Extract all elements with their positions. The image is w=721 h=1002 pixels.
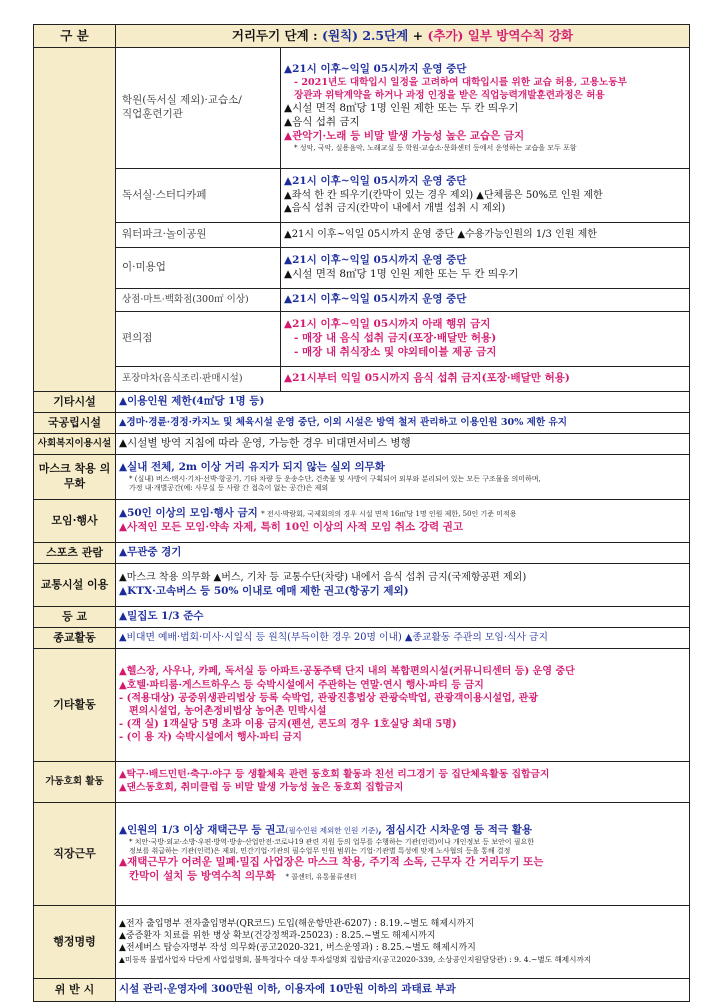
label-cart: 포장마차(음식조리·판매시설)	[116, 367, 281, 392]
label-mask: 마스크 착용 의무화	[34, 455, 116, 500]
academy-line-2: 장관과 위탁계약을 하거나 과정 인정을 받은 직업능력개발훈련과정은 허용	[294, 89, 605, 101]
content-mart	[281, 289, 690, 312]
header-title-a: 거리두기 단계 :	[231, 27, 318, 43]
gathering-line-1a: ▲50인 이상의 모임·행사 금지	[119, 507, 258, 520]
transport-line-2: ▲KTX·고속버스 등 50% 이내로 예매 제한 권고(항공기 제외)	[119, 584, 409, 597]
activity-line-4: - (객 실) 1객실당 5명 초과 이용 금지(펜션, 콘도의 경우 1호실당 최대 5명)	[119, 719, 457, 731]
content-cart	[281, 367, 690, 392]
work-line-1b: (필수인원 제외한 인원 기준)	[285, 825, 379, 835]
content-club	[116, 762, 690, 803]
content-other-activities	[116, 649, 690, 762]
row-gathering	[34, 500, 690, 543]
row-study-cafe	[34, 169, 690, 223]
label-sports: 스포츠 관람	[34, 543, 116, 564]
content-welfare: ▲시설별 방역 지침에 따라 운영, 가능한 경우 비대면서비스 병행	[116, 434, 690, 455]
conv-line-0: ▲21시 이후~익일 05시까지 아래 행위 금지	[284, 318, 491, 331]
conv-line-2: - 매장 내 취식장소 및 야외테이블 제공 금지	[294, 345, 497, 358]
content-religion: ▲비대면 예배·법회·미사·시일식 등 원칙(부득이한 경우 20명 이내) ▲종교활동 주관의 모임·식사 금지	[116, 628, 690, 649]
label-religion: 종교활동	[34, 628, 116, 649]
row-public-facilities	[34, 413, 690, 434]
admin-line-2: ▲전세버스 탑승자명부 작성 의무화(공고2020-321, 버스운영과) : 8.25.~별도 해제시까지	[119, 942, 476, 953]
label-beauty: 이·미용업	[116, 248, 281, 289]
content-school: ▲밀집도 1/3 준수	[116, 607, 690, 628]
row-school	[34, 607, 690, 628]
row-beauty	[34, 248, 690, 289]
content-work	[116, 803, 690, 906]
content-sports: ▲무관중 경기	[116, 543, 690, 564]
row-academy	[34, 48, 690, 169]
regulation-table	[33, 24, 690, 1002]
label-convenience: 편의점	[116, 312, 281, 367]
label-waterpark: 워터파크·놀이공원	[116, 223, 281, 248]
label-penalty: 위 반 시	[34, 979, 116, 1002]
admin-line-3: ▲미등록 불법사업자 다단계 사업설명회, 불특정다수 대상 투자설명회 집합금지(공고2020-339, 소상공인지원담당관) : 9. 4.~별도 해제시까지	[119, 954, 592, 964]
row-other-facilities	[34, 392, 690, 413]
header-row	[34, 25, 690, 48]
study-line-0: ▲21시 이후~익일 05시까지 운영 중단	[284, 175, 467, 188]
row-religion	[34, 628, 690, 649]
academy-line-3: ▲시설 면적 8㎡당 1명 인원 제한 또는 두 칸 띄우기	[284, 102, 519, 115]
header-title-c: +	[412, 27, 424, 43]
study-line-1: ▲좌석 한 칸 띄우기(칸막이 있는 경우 제외) ▲단체룸은 50%로 인원 제한	[284, 190, 603, 202]
cart-line-0: ▲21시부터 익일 05시까지 음식 섭취 금지(포장·배달만 허용)	[284, 372, 570, 385]
gathering-line-1b: * 전시·박람회, 국제회의의 경우 시설 면적 16㎡당 1명 인원 제한, 50인 기준 미적용	[261, 510, 517, 519]
mask-line-1: ▲실내 전체, 2m 이상 거리 유지가 되지 않는 실외 의무화	[119, 460, 385, 473]
row-sports	[34, 543, 690, 564]
academy-line-1: - 2021년도 대학입시 일정을 고려하여 대학입시를 위한 교습 허용, 고용노동부	[294, 76, 627, 88]
content-penalty: 시설 관리·운영자에 300만원 이하, 이용자에 10만원 이하의 과태료 부과	[116, 979, 690, 1002]
row-work	[34, 803, 690, 906]
academy-line-0: ▲21시 이후~익일 05시까지 운영 중단	[284, 63, 467, 75]
row-mart	[34, 289, 690, 312]
header-title-b: (원칙) 2.5단계	[322, 27, 409, 43]
content-academy	[281, 48, 690, 169]
work-line-1c: , 점심시간 시차운영 등 적극 활용	[378, 823, 533, 836]
mask-line-2: * (실내) 버스·택시·기차·선박·항공기, 기타 차량 등 운송수단, 건축물 및 사방이 구획되어 외부와 분리되어 있는 모든 구조물을 의미하며,	[129, 474, 541, 483]
row-cart	[34, 367, 690, 392]
work-line-4: ▲재택근무가 어려운 밀폐·밀집 사업장은 마스크 착용, 주기적 소독, 근무자 간 거리두기 또는	[119, 856, 544, 869]
activity-line-5: - (이 용 자) 숙박시설에서 행사·파티 금지	[119, 732, 302, 744]
academy-line-5: ▲관악기·노래 등 비말 발생 가능성 높은 교습은 금지	[284, 129, 525, 142]
row-mask	[34, 455, 690, 500]
work-line-5a: 칸막이 설치 등 방역수칙 의무화	[129, 870, 276, 883]
activity-line-1: ▲호텔·파티룸·게스트하우스 등 숙박시설에서 주관하는 연말·연시 행사·파티 등 금지	[119, 679, 484, 691]
label-admin: 행정명령	[34, 906, 116, 979]
row-waterpark	[34, 223, 690, 248]
label-study-cafe: 독서실·스터디카페	[116, 169, 281, 223]
row-other-activities	[34, 649, 690, 762]
content-convenience	[281, 312, 690, 367]
beauty-line-1: ▲시설 면적 8㎡당 1명 인원 제한 또는 두 칸 띄우기	[284, 268, 519, 280]
content-gathering	[116, 500, 690, 543]
label-club: 가동호회 활동	[34, 762, 116, 803]
mart-line-0: ▲21시 이후~익일 05시까지 운영 중단	[284, 293, 467, 306]
content-study-cafe	[281, 169, 690, 223]
mask-line-3: 가정 내·개별공간(예: 사무실 등 사람 간 접촉이 없는 공간)은 제외	[129, 483, 329, 492]
header-category: 구 분	[34, 25, 116, 48]
activity-line-0: ▲헬스장, 사우나, 카페, 독서실 등 아파트·공동주택 단지 내의 복합편의시설(커뮤니티센터 등) 운영 중단	[119, 666, 575, 678]
row-club	[34, 762, 690, 803]
work-line-3: 정보를 취급하는 기관(인력)은 제외, 민간기업·기관의 필수업무 인원 범위는 기업·기관별 특성에 맞게 노사협의 등을 통해 결정	[129, 847, 511, 856]
label-public-facilities: 국공립시설	[34, 413, 116, 434]
activity-line-3: 편의시설업, 농어촌정비법상 농어촌 민박시설	[129, 706, 327, 717]
label-other-facilities: 기타시설	[34, 392, 116, 413]
work-line-2: * 치안·국방·외교·소방·우편·방역·방송·산업안전·코로나19 관련 지원 등의 업무를 수행하는 기관(인력)이나 개인정보 등 보안이 필요한	[129, 837, 535, 846]
header-title-d: (추가) 일부 방역수칙 강화	[427, 27, 574, 43]
label-transport: 교통시설 이용	[34, 564, 116, 607]
beauty-line-0: ▲21시 이후~익일 05시까지 운영 중단	[284, 254, 467, 267]
activity-line-2: - (적용대상) 공중위생관리법상 등록 숙박업, 관광진흥법상 관광숙박업, 관광객이용시설업, 관광	[119, 692, 538, 704]
row-penalty	[34, 979, 690, 1002]
label-welfare: 사회복지이용시설	[34, 434, 116, 455]
row-welfare	[34, 434, 690, 455]
label-mart: 상점·마트·백화점(300㎡ 이상)	[116, 289, 281, 312]
content-beauty	[281, 248, 690, 289]
work-line-1a: ▲인원의 1/3 이상 재택근무 등 권고	[119, 823, 286, 836]
row-transport	[34, 564, 690, 607]
study-line-2: ▲음식 섭취 금지(칸막이 내에서 개별 섭취 시 제외)	[284, 203, 506, 215]
content-public-facilities: ▲경마·경륜·경정·카지노 및 체육시설 운영 중단, 이외 시설은 방역 철저 관리하고 이용인원 30% 제한 유지	[116, 413, 690, 434]
category-blank	[34, 48, 116, 392]
admin-line-0: ▲전자 출입명부 전자출입명부(QR코드) 도입(해운항만관-6207) : 8.19.~별도 해제시까지	[119, 919, 475, 930]
content-other-facilities: ▲이용인원 제한(4㎡당 1명 등)	[116, 392, 690, 413]
academy-line-4: ▲음식 섭취 금지	[284, 116, 360, 129]
waterpark-line-0: ▲21시 이후~익일 05시까지 운영 중단 ▲수용가능인원의 1/3 인원 제한	[284, 229, 597, 241]
row-admin	[34, 906, 690, 979]
admin-line-1: ▲중증환자 치료를 위한 병상 확보(건강정책과-25023) : 8.25.~별도 해제시까지	[119, 931, 436, 942]
header-title	[116, 25, 690, 48]
content-mask	[116, 455, 690, 500]
label-academy: 학원(독서실 제외)·교습소/ 직업훈련기관	[116, 48, 281, 169]
label-gathering: 모임·행사	[34, 500, 116, 543]
club-line-1: ▲탁구·배드민턴·축구·야구 등 생활체육 관련 동호회 활동과 친선 리그경기 등 집단체육활동 집합금지	[119, 769, 550, 781]
regulation-table-wrapper	[33, 24, 689, 1002]
transport-line-1: ▲마스크 착용 의무화 ▲버스, 기차 등 교통수단(차량) 내에서 음식 섭취 금지(국제항공편 제외)	[119, 572, 527, 584]
row-convenience	[34, 312, 690, 367]
gathering-line-2: ▲사적인 모든 모임·약속 자제, 특히 10인 이상의 사적 모임 취소 강력 권고	[119, 521, 464, 533]
label-other-activities: 기타활동	[34, 649, 116, 762]
content-waterpark	[281, 223, 690, 248]
label-school: 등 교	[34, 607, 116, 628]
conv-line-1: - 매장 내 음식 섭취 금지(포장·배달만 허용)	[294, 332, 497, 345]
content-transport	[116, 564, 690, 607]
work-line-5b: * 콜센터, 유통물류센터	[285, 873, 357, 882]
content-admin	[116, 906, 690, 979]
club-line-2: ▲댄스동호회, 취미클럽 등 비말 발생 가능성 높은 동호회 집합금지	[119, 782, 404, 793]
label-work: 직장근무	[34, 803, 116, 906]
academy-line-6: * 성악, 국악, 실용음악, 노래교실 등 학원·교습소·문화센터 등에서 운영하는 교습을 모두 포함	[294, 143, 577, 152]
